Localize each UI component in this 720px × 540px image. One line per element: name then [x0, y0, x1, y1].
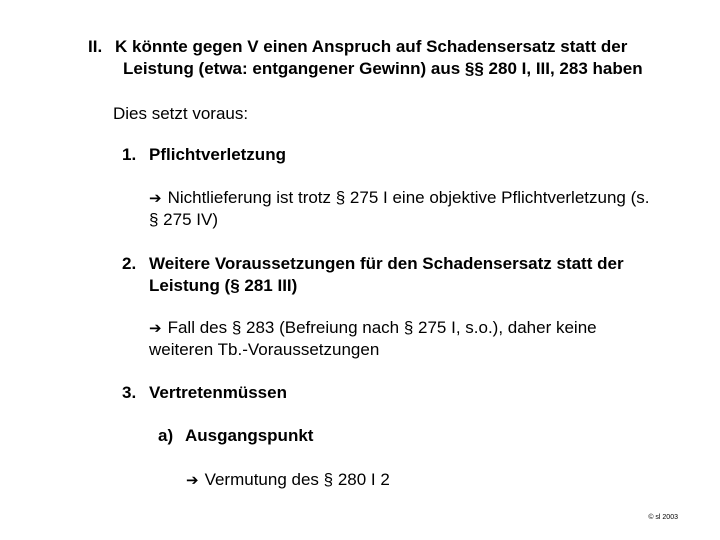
heading-number: II.: [88, 37, 103, 56]
item-1-note-line-2: § 275 IV): [149, 210, 218, 229]
copyright-footer: © sl 2003: [648, 514, 678, 521]
sub-item-a-title: Ausgangspunkt: [185, 426, 314, 445]
list-item-2: [122, 253, 624, 297]
item-1-note: [149, 187, 649, 231]
item-1-note-line-1: Nichtlieferung ist trotz § 275 I eine objektive Pflichtverletzung (s.: [167, 188, 650, 207]
item-3-title: Vertretenmüssen: [149, 383, 287, 402]
item-2-title-line-1: Weitere Voraussetzungen für den Schadensersatz statt der: [149, 254, 624, 273]
item-3-number: 3.: [122, 383, 137, 402]
list-item-3: [122, 382, 287, 404]
arrow-right-icon: ➔: [186, 471, 199, 489]
sub-item-a: [158, 425, 313, 447]
heading-line-2: Leistung (etwa: entgangener Gewinn) aus §§ 280 I, III, 283 haben: [123, 59, 643, 78]
item-2-note-line-1: Fall des § 283 (Befreiung nach § 275 I, s.o.), daher keine: [167, 318, 597, 337]
sub-item-a-number: a): [158, 426, 174, 445]
slide-heading: [88, 36, 688, 80]
sub-item-a-note: [186, 469, 390, 491]
intro-text: Dies setzt voraus:: [113, 104, 249, 123]
arrow-right-icon: ➔: [149, 319, 162, 337]
item-1-number: 1.: [122, 145, 137, 164]
item-2-note-line-2: weiteren Tb.-Voraussetzungen: [149, 340, 380, 359]
list-item-1: [122, 144, 286, 166]
sub-item-a-note-line-1: Vermutung des § 280 I 2: [204, 470, 390, 489]
item-1-title: Pflichtverletzung: [149, 145, 286, 164]
item-2-title-line-2: Leistung (§ 281 III): [149, 276, 298, 295]
heading-line-1: K könnte gegen V einen Anspruch auf Schadensersatz statt der: [115, 37, 628, 56]
arrow-right-icon: ➔: [149, 189, 162, 207]
item-2-number: 2.: [122, 254, 137, 273]
item-2-note: [149, 317, 597, 361]
